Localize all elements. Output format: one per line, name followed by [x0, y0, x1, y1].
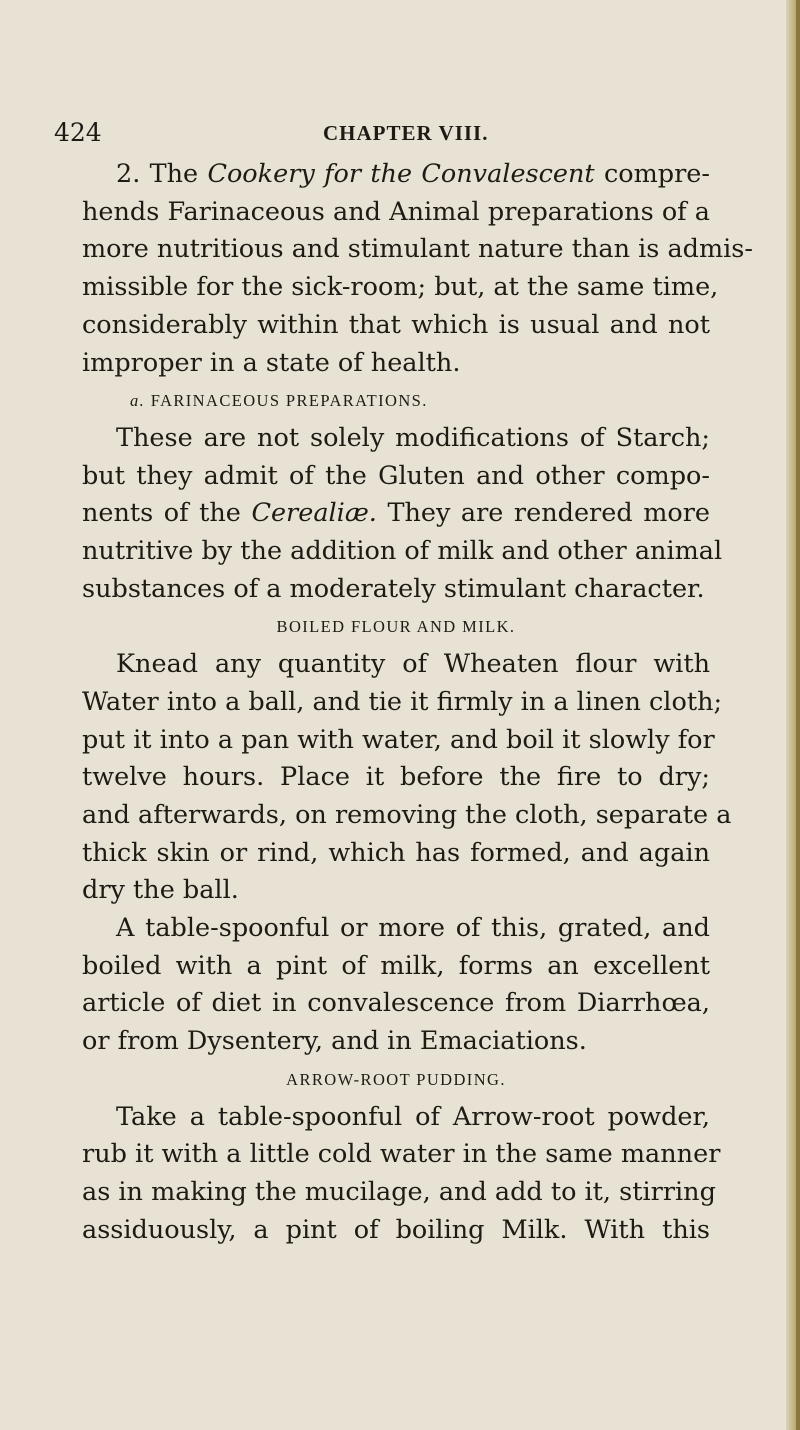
heading-text: FARINACEOUS PREPARATIONS.: [150, 391, 428, 411]
text-line: rub it with a little cold water in the same manner: [82, 1139, 721, 1170]
text-span: They are rendered more: [376, 498, 711, 529]
text-line: [82, 156, 710, 194]
farinaceous-paragraph: [82, 420, 723, 609]
text-line: put it into a pan with water, and boil it slowly for: [82, 724, 715, 755]
italic-term: Cerealiæ.: [251, 498, 377, 529]
italic-title: Cookery for the Convalescent: [207, 159, 595, 189]
page-edge-shadow: [796, 0, 800, 1430]
text-line: considerably within that which is usual and not: [82, 309, 710, 340]
text-line: nutritive by the addition of milk and other animal: [82, 536, 723, 567]
text-line: twelve hours. Place it before the fire to dry;: [82, 762, 710, 793]
page-body: [54, 110, 754, 1249]
text-line: but they admit of the Gluten and other compo-: [82, 460, 710, 491]
section-heading-farinaceous: [82, 382, 710, 420]
text-line: Water into a ball, and tie it firmly in a linen cloth;: [82, 686, 723, 717]
text-line: dry the ball.: [82, 875, 239, 906]
text-line: Knead any quantity of Wheaten flour with: [116, 649, 710, 680]
text-line: and afterwards, on removing the cloth, separate a: [82, 799, 732, 830]
text-span: nents of the: [82, 498, 252, 529]
section-2-paragraph: [82, 156, 754, 382]
text-line: boiled with a pint of milk, forms an excellent: [82, 950, 710, 981]
text-line: A table-spoonful or more of this, grated, and: [116, 913, 710, 944]
text-line: [82, 495, 710, 533]
text-line: more nutritious and stimulant nature than is admis-: [82, 234, 754, 265]
text-line: assiduously, a pint of boiling Milk. With this: [82, 1214, 710, 1245]
text-span: compre-: [594, 159, 710, 189]
recipe-heading-boiled-flour: BOILED FLOUR AND MILK.: [276, 617, 516, 637]
arrow-root-paragraph: [82, 1099, 721, 1250]
text-line: or from Dysentery, and in Emaciations.: [82, 1026, 587, 1057]
page-number: 424: [54, 118, 102, 147]
boiled-flour-paragraph-2: [82, 910, 710, 1061]
recipe-heading-arrow-root: ARROW-ROOT PUDDING.: [286, 1069, 506, 1089]
text-line: Take a table-spoonful of Arrow-root powder,: [116, 1101, 710, 1132]
text-span: 2. The: [116, 159, 208, 189]
text-line: improper in a state of health.: [82, 347, 461, 378]
text-line: These are not solely modifications of Starch;: [116, 422, 710, 453]
running-header: [54, 110, 710, 156]
text-line: substances of a moderately stimulant character.: [82, 573, 705, 604]
text-line: thick skin or rind, which has formed, and again: [82, 837, 710, 868]
boiled-flour-paragraph-1: [82, 646, 732, 910]
text-line: article of diet in convalescence from Diarrhœa,: [82, 988, 710, 1019]
chapter-title: CHAPTER VIII.: [323, 121, 489, 145]
heading-letter: a.: [130, 391, 146, 411]
text-line: hends Farinaceous and Animal preparations of a: [82, 196, 710, 227]
text-line: missible for the sick-room; but, at the same time,: [82, 272, 719, 303]
text-line: as in making the mucilage, and add to it, stirring: [82, 1176, 716, 1207]
